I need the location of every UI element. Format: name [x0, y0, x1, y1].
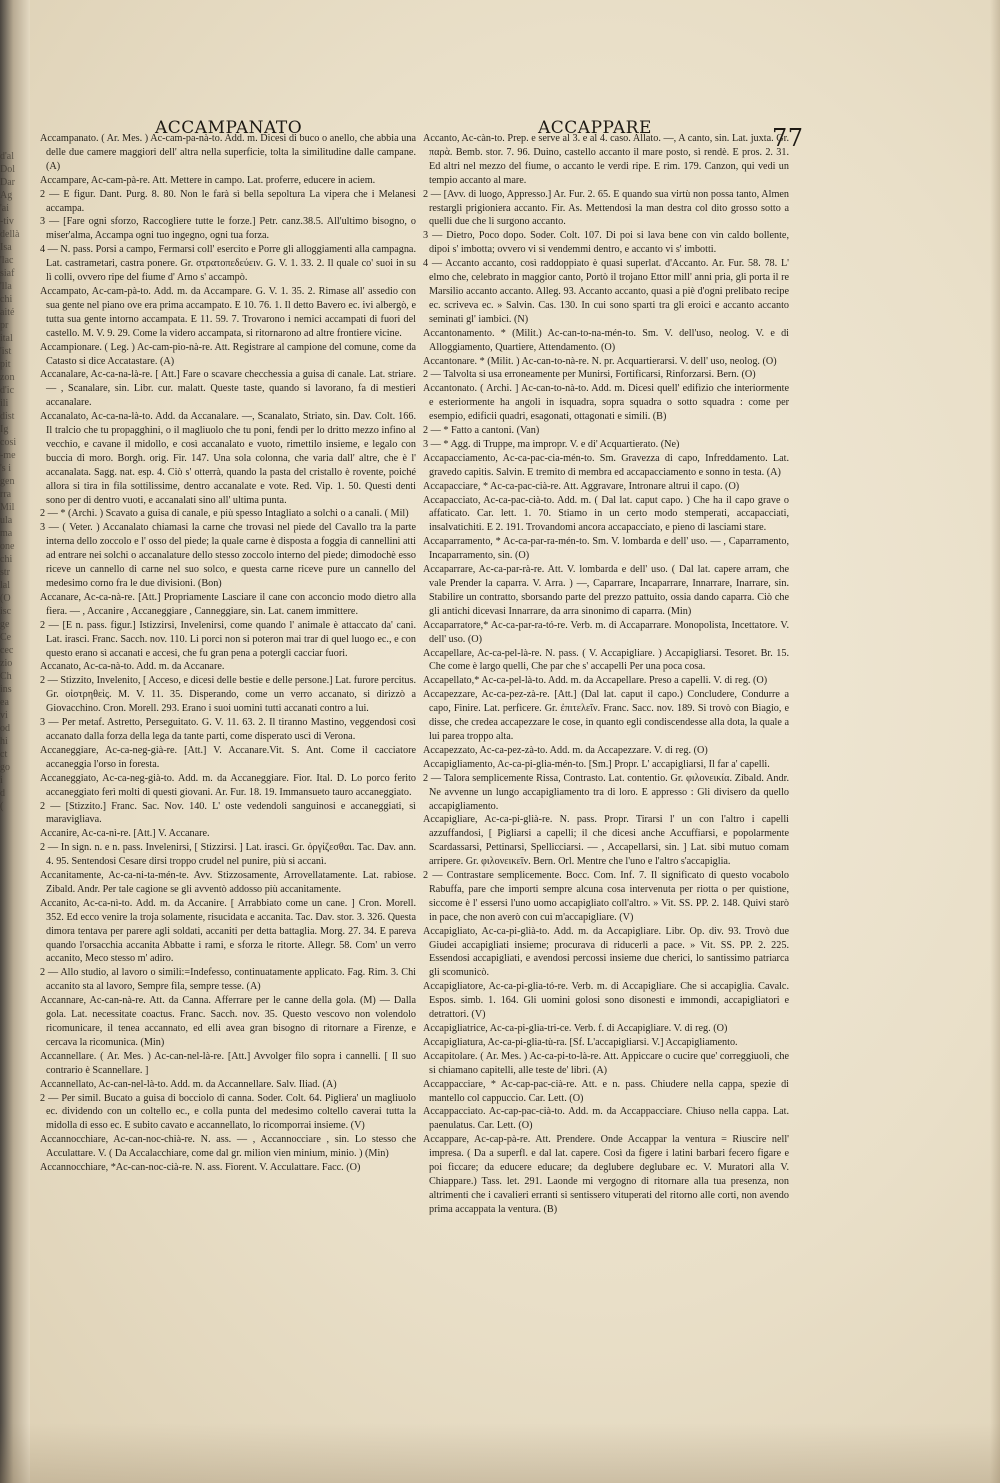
margin-fragment: ital	[0, 333, 13, 344]
dictionary-entry: Accannocchiare, Ac-can-noc-chià-re. N. ass. — , Accannocciare , sin. Lo stesso che Acculattare. V. ( Da Accalacchiare, come dal gr. milion vien minium, minio. ) (Min)	[40, 1134, 416, 1160]
margin-fragment: dellà	[0, 229, 20, 240]
margin-fragment: pr	[0, 320, 9, 331]
dictionary-entry: Accanito, Ac-ca-nì-to. Add. m. da Accanire. [ Arrabbiato come un cane. ] Cron. Morell. 352. Ed ecco venire la troja solamente, risucidata e accanita. Tac. Dav. stor. 3. 326. Questa dimora tentava per parere agli soldati, accaniti per detta battaglia. Morg. 27. 34. E pareva quando l'orsacchia accanita Abbatte i rami, e sforza le ritorte. Allegr. 58. Com' un verro accanito, Meco stesso m' adiro.	[40, 897, 416, 965]
margin-fragment: -me	[0, 450, 16, 461]
margin-fragment: od	[0, 723, 10, 734]
margin-fragment: ge	[0, 619, 10, 630]
dictionary-entry: 2 — [Avv. di luogo, Appresso.] Ar. Fur. 2. 65. E quando sua virtù non possa tanto, Almen restargli prigioniera accanto. Fir. As. Mettendosi la man destra col dito grosso sotto a quelli due che li surgono accanto.	[423, 188, 789, 228]
margin-fragment: aité	[0, 307, 15, 318]
dictionary-entry: Accantonato. ( Archi. ] Ac-can-to-nà-to. Add. m. Dicesi quell' edifizio che interiormente e esteriormente ha angoli in isquadra, sopra squadra o sotto squadra : come per esempio, edificii quadri, esagonati, ottagonati e simili. (B)	[423, 383, 789, 423]
dictionary-entry: Accanato, Ac-ca-nà-to. Add. m. da Accanare.	[40, 661, 225, 673]
dictionary-entry: 4 — N. pass. Porsi a campo, Fermarsi coll' esercito e Porre gli alloggiamenti alla campagna. Lat. castrametari, castra ponere. Gr. στρατοπεδεύειν. G. V. 1. 33. 2. Il quale co' suoi in su lì colli, ovvero ripe del fiume d' Arno s' accampò.	[40, 244, 416, 284]
dictionary-entry: Accappare, Ac-cap-pà-re. Att. Prendere. Onde Accappar la ventura = Riuscire nell' impresa. ( Da a superfl. e dal lat. capere. Così da figere i latini barbari fecero figare e poi ficcare; da educere educare; da deglubere deglubare ec. V. Muratori alla V. Chiappare.) Tass. let. 291. Laonde mi vergogno di ritornare alla tua presenza, non altrimenti che i cavalieri erranti si sentissero vituperati del ritorno alle corti, non avendo prima accappata la ventura. (B)	[423, 1134, 789, 1215]
margin-fragment: ct	[0, 749, 8, 760]
dictionary-entry: Accapezzato, Ac-ca-pez-zà-to. Add. m. da Accapezzare. V. di reg. (O)	[423, 744, 708, 756]
dictionary-entry: 4 — Accanto accanto, così raddoppiato è quasi superlat. d'Accanto. Ar. Fur. 58. 78. L' elmo che, celebrato in maggior canto, Portò il trojano Ettor mill' anni pria, gli porta il re Marsilio accanto accanto. Alleg. 93. Accanto accanto, quasi a piè d'ogni prelibato recipe ec. scriveva ec. » Salvin. Cas. 130. In cui sono sparti tra gli eroici e accanto accanto seminati gl' iambici. (N)	[423, 258, 789, 325]
margin-fragment: Dar	[0, 177, 15, 188]
margin-fragment: i	[0, 775, 3, 786]
dictionary-entry: Accanalare, Ac-ca-na-là-re. [ Att.] Fare o scavare checchessia a guisa di canale. Lat. striare. — , Scanalare, sin. Libr. cur. malatt. Queste taste, quando si lavorano, fa di mestieri accanalare.	[40, 369, 416, 409]
dictionary-entry: Accanitamente, Ac-ca-ni-ta-mén-te. Avv. Stizzosamente, Arrovellatamente. Lat. rabiose. Zibald. Andr. Per tale cagione se gli avventò addosso più accanitamente.	[40, 870, 416, 895]
previous-page-margin	[0, 150, 28, 1150]
dictionary-entry: Accapacciamento, Ac-ca-pac-cia-mén-to. Sm. Gravezza di capo, Infreddamento. Lat. gravedo capitis. Salvin. E tremito di membra ed accapacciamento e sonno in testa. (A)	[423, 452, 789, 478]
margin-fragment: -tiv	[0, 216, 14, 227]
margin-fragment: Dol	[0, 164, 15, 175]
margin-fragment: chi	[0, 554, 13, 565]
dictionary-entry: Accappacciato. Ac-cap-pac-cià-to. Add. m. da Accappacciare. Chiuso nella cappa. Lat. paenulatus. Car. Lett. (O)	[423, 1106, 789, 1132]
margin-fragment: lal	[0, 580, 10, 591]
margin-fragment: zon	[0, 372, 15, 383]
dictionary-entry: 3 — Per metaf. Astretto, Perseguitato. G. V. 11. 63. 2. Il tiranno Mastino, veggendosi così accanato dalla forza della lega da tante parti, come disperato uscì di Verona.	[40, 717, 416, 742]
dictionary-entry: Accapigliato, Ac-ca-pi-glià-to. Add. m. da Accapigliare. Libr. Op. div. 93. Trovò due Giudei accapigliati insieme; procurava di riducerli a pace. » Vit. SS. PP. 2. 225. Essendosi accapigliati, e avendosi percossi insieme due cherici, lo santissimo patriarca gli scomunicò.	[423, 925, 789, 979]
margin-fragment: cosi	[0, 437, 17, 448]
margin-fragment: isc	[0, 606, 12, 617]
margin-fragment: Ig	[0, 424, 9, 435]
page-number: 77	[772, 124, 804, 152]
margin-fragment: 'lac	[0, 255, 14, 266]
dictionary-entry: Accanalato, Ac-ca-na-là-to. Add. da Accanalare. —, Scanalato, Striato, sin. Dav. Colt. 166. Il tralcio che tu propagghini, o il magliuolo che tu poni, fendi per lo dritto mezzo infino al vecchio, e cavane il midollo, e così accanalato e vuoto, rimettilo insieme, e legalo con buccia di moro. Borgh. orig. Fir. 147. Una sola colonna, che varia dall' altre, che è l' accanalata. Sagg. nat. esp. 4. Ciò s' otterrà, quando la pasta del cristallo è rovente, poiché allora si tira in fila sottilissime, dentro accanalate e vote. Red. Vip. 1. 50. Questi denti sono per di dentro vuoti, e accanalati sino all' ultima punta.	[40, 411, 416, 506]
margin-fragment: ea	[0, 697, 9, 708]
dictionary-entry: Accapezzare, Ac-ca-pez-zà-re. [Att.] (Dal lat. caput il capo.) Concludere, Condurre a capo, Finire. Lat. perficere. Gr. ἐπιτελεῖν. Franc. Sacc. nov. 189. Si trovò con Biagio, e disse, che credea accapezzare le cose, in quanto egli condiscendesse alla dota, la quale a lui parea troppo alta.	[423, 689, 789, 742]
dictionary-entry: Accannare, Ac-can-nà-re. Att. da Canna. Afferrare per le canne della gola. (M) — Dalla gola. Lat. necessitate coactus. Franc. Sacch. nov. 35. Questo vescovo non volendolo ricomunicare, il tenea accannato, ed elli avea gran bisogno di ritornare a Firenze, e cercava la ricomunica. (Min)	[40, 995, 416, 1048]
margin-fragment: one	[0, 541, 15, 552]
margin-fragment: ula	[0, 515, 13, 526]
dictionary-entry: 2 — [Stizzito.] Franc. Sac. Nov. 140. L' oste vedendoli sanguinosi e accaneggiati, sì maravigliava.	[40, 800, 416, 826]
dictionary-entry: Accapacciare, * Ac-ca-pac-cià-re. Att. Aggravare, Intronare altrui il capo. (O)	[423, 480, 740, 492]
dictionary-entry: Accampato, Ac-cam-pà-to. Add. m. da Accampare. G. V. 1. 35. 2. Rimase all' assedio con sua gente nel piano ove era prima accampato. E 10. 76. 1. Il detto Bavero ec. ivi albergò, e tutta sua gente intorno accampata. E 11. 59. 7. Trovarono i nemici accampati di fuori del castello. M. V. 9. 29. Come la videro accampata, si ritornarono ad altre frontiere vicine.	[40, 285, 416, 339]
margin-fragment: d'ic	[0, 385, 15, 396]
dictionary-entry: 2 — Talvolta si usa erroneamente per Munirsi, Fortificarsi, Rinforzarsi. Bern. (O)	[423, 369, 756, 381]
dictionary-entry: Accapellare, Ac-ca-pel-là-re. N. pass. ( V. Accapigliare. ) Accapigliarsi. Tesoret. Br. 15. Che come è largo quelli, Che par che s' accapelli Per una poca cosa.	[423, 647, 789, 673]
margin-fragment: zio	[0, 658, 13, 669]
dictionary-entry: Accapigliatore, Ac-ca-pi-glia-tó-re. Verb. m. di Accapigliare. Che si accapiglia. Cavalc. Espos. simb. 1. 164. Gli uomini golosi sono disonesti e immondi, accapigliatori e detrattori. (V)	[423, 981, 789, 1021]
dictionary-entry: 2 — Allo studio, al lavoro o simili:=Indefesso, continuatamente applicato. Fag. Rim. 3. Chi accanito sta al lavoro, Sempre fila, sempre tesse. (A)	[40, 967, 416, 993]
dictionary-entry: 3 — Dietro, Poco dopo. Soder. Colt. 107. Di poi si lava bene con vin caldo bollente, dipoi s' imbotta; ovvero vi si vendemmi dentro, e accanto vi s' imbotti.	[423, 230, 789, 256]
margin-fragment: gen	[0, 476, 15, 487]
dictionary-entry: 2 — * (Archi. ) Scavato a guisa di canale, e più spesso Intagliato a solchi o a canali. ( Mil)	[40, 508, 409, 520]
margin-fragment: Ag	[0, 190, 13, 201]
dictionary-entry: Accapigliamento, Ac-ca-pi-glia-mén-to. [Sm.] Propr. L' accapigliarsi, Il far a' capelli.	[423, 758, 770, 770]
dictionary-entry: Accanare, Ac-ca-nà-re. [Att.] Propriamente Lasciare il cane con acconcio modo dietro alla fiera. — , Accanire , Accaneggiare , Canneggiare, sin. Lat. canem immittere.	[40, 591, 416, 617]
margin-fragment: 'ist	[0, 346, 12, 357]
margin-fragment: vi	[0, 710, 8, 721]
dictionary-entry: Accaparratore,* Ac-ca-par-ra-tó-re. Verb. m. di Accaparrare. Monopolista, Incettatore. V. dell' uso. (O)	[423, 619, 789, 645]
margin-fragment: hi	[0, 736, 8, 747]
dictionary-entry: Accaparrare, Ac-ca-par-rà-re. Att. V. lombarda e dell' uso. ( Dal lat. capere arram, che vale Prender la caparra. V. Arra. ) —, Caparrare, Incaparrare, Innarrare, Inarrare, sin. Stabilire un contratto, sborsando parte del prezzo pattuito, ossia dando caparra. Ciò che gli antichi dicevasi Innarrare, da arra sinonimo di caparra. (Min)	[423, 564, 789, 617]
right-column	[423, 132, 789, 1482]
dictionary-entry: Accampare, Ac-cam-pà-re. Att. Mettere in campo. Lat. proferre, educere in aciem.	[40, 174, 376, 186]
dictionary-entry: Accannellato, Ac-can-nel-là-to. Add. m. da Accannellare. Salv. Iliad. (A)	[40, 1078, 337, 1090]
dictionary-entry: Accanire, Ac-ca-nì-re. [Att.] V. Accanare.	[40, 828, 210, 840]
dictionary-entry: Accaparramento, * Ac-ca-par-ra-mén-to. Sm. V. lombarda e dell' uso. — , Caparramento, Incaparramento, sin. (O)	[423, 536, 789, 562]
dictionary-entry: Accapigliatura, Ac-ca-pi-glia-tù-ra. [Sf. L'accapigliarsi. V.] Accapigliamento.	[423, 1036, 738, 1048]
dictionary-entry: 2 — In sign. n. e n. pass. Invelenirsi, [ Stizzirsi. ] Lat. irasci. Gr. ὀργίζεσθαι. Tac. Dav. ann. 4. 95. Sentendosi Cesare dirsi troppo crudel nel punire, più si accanì.	[40, 842, 416, 868]
dictionary-entry: 2 — Per simil. Bucato a guisa di bocciolo di canna. Soder. Colt. 64. Pigliera' un magliuolo ec. dividendo con un coltello ec., e colla punta del medesimo coltello caverai tutta la midolla di esso ec. E subito cavato e accannellato, lo ricomporrai insieme. (V)	[40, 1092, 416, 1132]
dictionary-entry: 3 — ( Veter. ) Accanalato chiamasi la carne che trovasi nel piede del Cavallo tra la parte interna dello zoccolo e l' osso del piede; la quale carne è disposta a foggia di cannellini atti ad entrare nei solchi o accanalature dello stesso zoccolo interno del piede; dimodochè esso riceve un cannello di carne nel suo solco, e questa carne riceve pure un cannello del medesimo corno fra le due divisioni. (Bon)	[40, 522, 416, 589]
dictionary-entry: 2 — Talora semplicemente Rissa, Contrasto. Lat. contentio. Gr. φιλονεικία. Zibald. Andr. Ne avvenne un lungo accapigliamento tra di loro. E appresso : Gli divisero da quello accapigliamento.	[423, 772, 789, 812]
margin-fragment: Mil	[0, 502, 15, 513]
margin-fragment: dist	[0, 411, 15, 422]
dictionary-entry: 2 — Contrastare semplicemente. Bocc. Com. Inf. 7. Il significato di questo vocabolo Rabuffa, pare che importi sempre alcuna cosa intervenuta per riotta o per quistione, siccome è l' essersi l'uno uomo accapigliato coll'altro. » Vit. SS. PP. 2. 148. Quivi starò in pace, che non averò con cui m'accapigliare. (V)	[423, 870, 789, 923]
margin-fragment: cec	[0, 645, 14, 656]
dictionary-entry: Accaneggiato, Ac-ca-neg-già-to. Add. m. da Accaneggiare. Fior. Ital. D. Lo porco ferito accaneggiato ferì molti di questi giovani. Ar. Fur. 18. 19. Immansueto tauro accaneggiato.	[40, 772, 416, 798]
dictionary-entry: Accapigliatrice, Ac-ca-pi-glia-tri-ce. Verb. f. di Accapigliare. V. di reg. (O)	[423, 1023, 728, 1034]
margin-fragment: Ch	[0, 671, 12, 682]
margin-fragment: 's i	[0, 463, 11, 474]
margin-fragment: pit	[0, 359, 11, 370]
margin-fragment: str	[0, 567, 10, 578]
margin-fragment: ma	[0, 528, 13, 539]
margin-fragment: Isa	[0, 242, 12, 253]
dictionary-entry: Accapitolare. ( Ar. Mes. ) Ac-ca-pi-to-là-re. Att. Appiccare o cucire que' correggiuoli, che si chiamano capitelli, alle teste de' libri. (A)	[423, 1050, 789, 1076]
margin-fragment: Ce	[0, 632, 12, 643]
margin-fragment: rra	[0, 489, 12, 500]
margin-fragment: d	[0, 788, 5, 799]
dictionary-entry: Accannellare. ( Ar. Mes. ) Ac-can-nel-là-re. [Att.] Avvolger filo sopra i cannelli. [ Il suo contrario è Scannellare. ]	[40, 1050, 416, 1076]
running-head-left: ACCAMPANATO	[155, 118, 303, 138]
dictionary-entry: 3 — * Agg. di Truppe, ma impropr. V. e di' Acquartierato. (Ne)	[423, 438, 680, 450]
dictionary-entry: Accantonamento. * (Milit.) Ac-can-to-na-mén-to. Sm. V. dell'uso, neolog. V. e di Alloggiamento, Quartiere, Attendamento. (O)	[423, 327, 789, 353]
margin-fragment: (	[0, 801, 4, 812]
left-column	[40, 132, 416, 1482]
dictionary-entry: Accampanato. ( Ar. Mes. ) Ac-cam-pa-nà-to. Add. m. Dicesi di buco o anello, che abbia una delle due camere maggiori dell' altra nella superficie, tolta la similitudine dalle campane. (A)	[40, 133, 416, 172]
dictionary-entry: 2 — E figur. Dant. Purg. 8. 80. Non le farà sì bella sepoltura La vipera che i Melanesi accampa.	[40, 188, 416, 214]
margin-fragment: 'lla	[0, 281, 12, 292]
dictionary-entry: Accapigliare, Ac-ca-pi-glià-re. N. pass. Propr. Tirarsi l' un con l'altro i capelli azzuffandosi, [ Pigliarsi a capelli; il che dicesi anche Accuffiarsi, e popolarmente Scardassarsi, Pettinarsi, Spellicciarsi. — , Accapellarsi, sin. ] Lat. sibi mutuo comam arripere. Gr. φιλονεικεῖν. Bern. Orl. Mentre che l'uno e l'altro s'accapiglia.	[423, 814, 789, 868]
margin-fragment: chi	[0, 294, 13, 305]
margin-fragment: go	[0, 762, 10, 773]
margin-fragment: ins	[0, 684, 12, 695]
dictionary-entry: Accapacciato, Ac-ca-pac-cià-to. Add. m. ( Dal lat. caput capo. ) Che ha il capo grave o affaticato. Car. lett. 1. 70. Stiamo in un certo modo stemperati, accapacciati, insalvatichiti. E 2. 191. Trovandomi ancora accapacciato, e pieno di lasciami stare.	[423, 494, 789, 534]
dictionary-entry: 2 — Stizzito, Invelenito, [ Acceso, e dicesi delle bestie e delle persone.] Lat. furore percitus. Gr. οἰστρηθεὶς. M. V. 11. 35. Disperando, come un verro accanato, si dirizzò a Giovacchino. Cron. Morell. 293. Erano i suoi uomini tutti accanati contro a lui.	[40, 675, 416, 715]
dictionary-entry: Accappacciare, * Ac-cap-pac-cià-re. Att. e n. pass. Chiudere nella cappa, spezie di mantello col cappuccio. Car. Lett. (O)	[423, 1078, 789, 1104]
dictionary-entry: Accaneggiare, Ac-ca-neg-già-re. [Att.] V. Accanare.Vit. S. Ant. Come il cacciatore accaneggia l'orso in foresta.	[40, 744, 416, 770]
dictionary-entry: 2 — * Fatto a cantoni. (Van)	[423, 425, 540, 437]
dictionary-entry: Accantonare. * (Milit. ) Ac-can-to-nà-re. N. pr. Acquartierarsi. V. dell' uso, neolog. (O)	[423, 355, 777, 367]
dictionary-entry: Accapellato,* Ac-ca-pel-là-to. Add. m. da Accapellare. Preso a capelli. V. di reg. (O)	[423, 675, 768, 687]
page-edge-shadow	[990, 0, 1000, 1483]
running-head-right: ACCAPPARE	[538, 118, 652, 138]
dictionary-entry: Accannocchiare, *Ac-can-noc-cià-re. N. ass. Fiorent. V. Acculattare. Facc. (O)	[40, 1162, 361, 1174]
margin-fragment: (O	[0, 593, 11, 604]
dictionary-entry: Accampionare. ( Leg. ) Ac-cam-pio-nà-re. Att. Registrare al campione del comune, come da Catasto si dice Accatastare. (A)	[40, 341, 416, 367]
dictionary-entry: Accanto, Ac-càn-to. Prep. e serve al 3. e al 4. caso. Allato. —, A canto, sin. Lat. juxta. Gr. παρὰ. Bemb. stor. 7. 96. Duino, castello accanto il mare posto, sì rendè. E pros. 2. 31. Ed altri nel mezzo del fiume, o accanto le verdi ripe. E rim. 179. Canzon, qui vedi un tempio accanto al mare.	[423, 133, 789, 186]
margin-fragment: ili	[0, 398, 9, 409]
margin-fragment: siaf	[0, 268, 15, 279]
margin-fragment: d'al	[0, 151, 15, 162]
dictionary-entry: 3 — [Fare ogni sforzo, Raccogliere tutte le forze.] Petr. canz.38.5. All'ultimo bisogno, o miser'alma, Accampa ogni tuo ingegno, ogni tua forza.	[40, 216, 416, 242]
dictionary-entry: 2 — [E n. pass. figur.] Istizzirsi, Invelenirsi, come quando l' animale è attaccato da' cani. Lat. irasci. Franc. Sacch. nov. 110. Li porci non si poteron mai trar di quel luogo ec., e con questo erano sì accanati e accesi, che fu gran pena a potergli cacciar fuori.	[40, 619, 416, 659]
margin-fragment: 'ai	[0, 203, 10, 214]
